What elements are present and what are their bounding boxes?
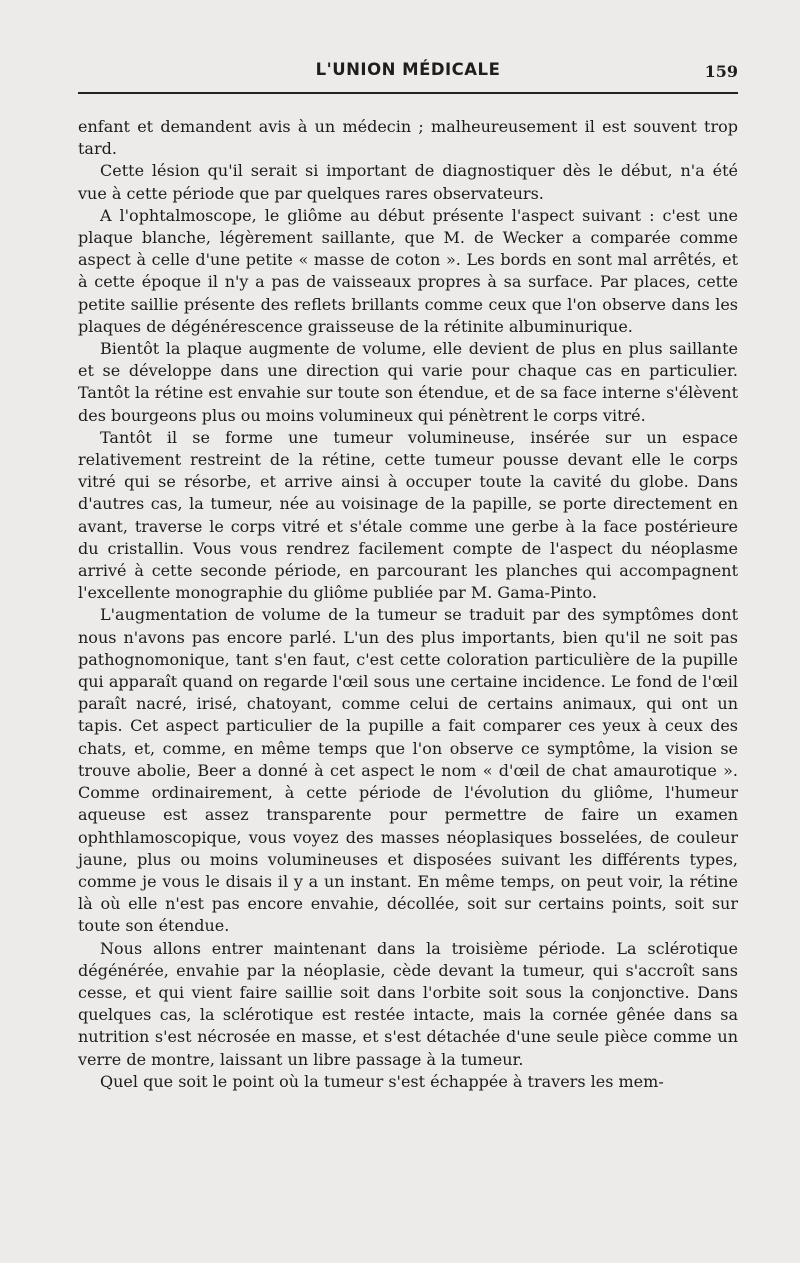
paragraph: enfant et demandent avis à un médecin ; malheureusement il est souvent trop tard.	[78, 117, 738, 159]
journal-title: L'UNION MÉDICALE	[315, 60, 501, 79]
header-rule	[78, 92, 738, 94]
paragraph: Tantôt il se forme une tumeur volumineuse, insérée sur un espace relativement restreint de la rétine, cette tumeur pousse devant elle le corps vitré qui se résorbe, et arrive ainsi à occuper toute la cavité du globe. Dans d'autres cas, la tumeur, née au voisinage de la papille, se porte directement en avant, traverse le corps vitré et s'étale comme une gerbe à la face postérieure du cristallin. Vous vous rendrez facilement compte de l'aspect du néoplasme arrivé à cette seconde période, en parcourant les planches qui accompagnent l'excellente monographie du gliôme publiée par M. Gama-Pinto.	[78, 427, 738, 603]
paragraph: Nous allons entrer maintenant dans la troisième période. La sclérotique dégénérée, envahie par la néoplasie, cède devant la tumeur, qui s'accroît sans cesse, et qui vient faire saillie soit dans l'orbite soit sous la conjonctive. Dans quelques cas, la sclérotique est restée intacte, mais la cornée gênée dans sa nutrition s'est nécrosée en masse, et s'est détachée d'une seule pièce comme un verre de montre, laissant un libre passage à la tumeur.	[78, 938, 738, 1069]
paragraph: Bientôt la plaque augmente de volume, elle devient de plus en plus saillante et se développe dans une direction qui varie pour chaque cas en particulier. Tantôt la rétine est envahie sur toute son étendue, et de sa face interne s'élèvent des bourgeons plus ou moins volumineux qui pénètrent le corps vitré.	[78, 339, 738, 425]
paragraph: Cette lésion qu'il serait si important de diagnostiquer dès le début, n'a été vue à cette période que par quelques rares observateurs.	[78, 161, 738, 203]
paragraph: A l'ophtalmoscope, le gliôme au début présente l'aspect suivant : c'est une plaque blanche, légèrement saillante, que M. de Wecker a comparée comme aspect à celle d'une petite « masse de coton ». Les bords en sont mal arrêtés, et à cette époque il n'y a pas de vaisseaux propres à sa surface. Par places, cette petite saillie présente des reflets brillants comme ceux que l'on observe dans les plaques de dégénérescence graisseuse de la rétinite albuminurique.	[78, 205, 738, 336]
paragraph: Quel que soit le point où la tumeur s'est échappée à travers les mem-	[100, 1071, 664, 1091]
article-body	[78, 116, 738, 1093]
paragraph: L'augmentation de volume de la tumeur se traduit par des symptômes dont nous n'avons pas encore parlé. L'un des plus importants, bien qu'il ne soit pas pathognomonique, tant s'en faut, c'est cette coloration particulière de la pupille qui apparaît quand on regarde l'œil sous une certaine incidence. Le fond de l'œil paraît nacré, irisé, chatoyant, comme celui de certains animaux, qui ont un tapis. Cet aspect particulier de la pupille a fait comparer ces yeux à ceux des chats, et, comme, en même temps que l'on observe ce symptôme, la vision se trouve abolie, Beer a donné à cet aspect le nom « d'œil de chat amaurotique ». Comme ordinairement, à cette période de l'évolution du gliôme, l'humeur aqueuse est assez transparente pour permettre de faire un examen ophthlamoscopique, vous voyez des masses néoplasiques bosselées, de couleur jaune, plus ou moins volumineuses et disposées suivant les différents types, comme je vous le disais il y a un instant. En même temps, on peut voir, la rétine là où elle n'est pas encore envahie, décollée, soit sur certains points, soit sur toute son étendue.	[78, 605, 738, 936]
running-header	[78, 52, 738, 96]
page-number: 159	[704, 62, 738, 81]
